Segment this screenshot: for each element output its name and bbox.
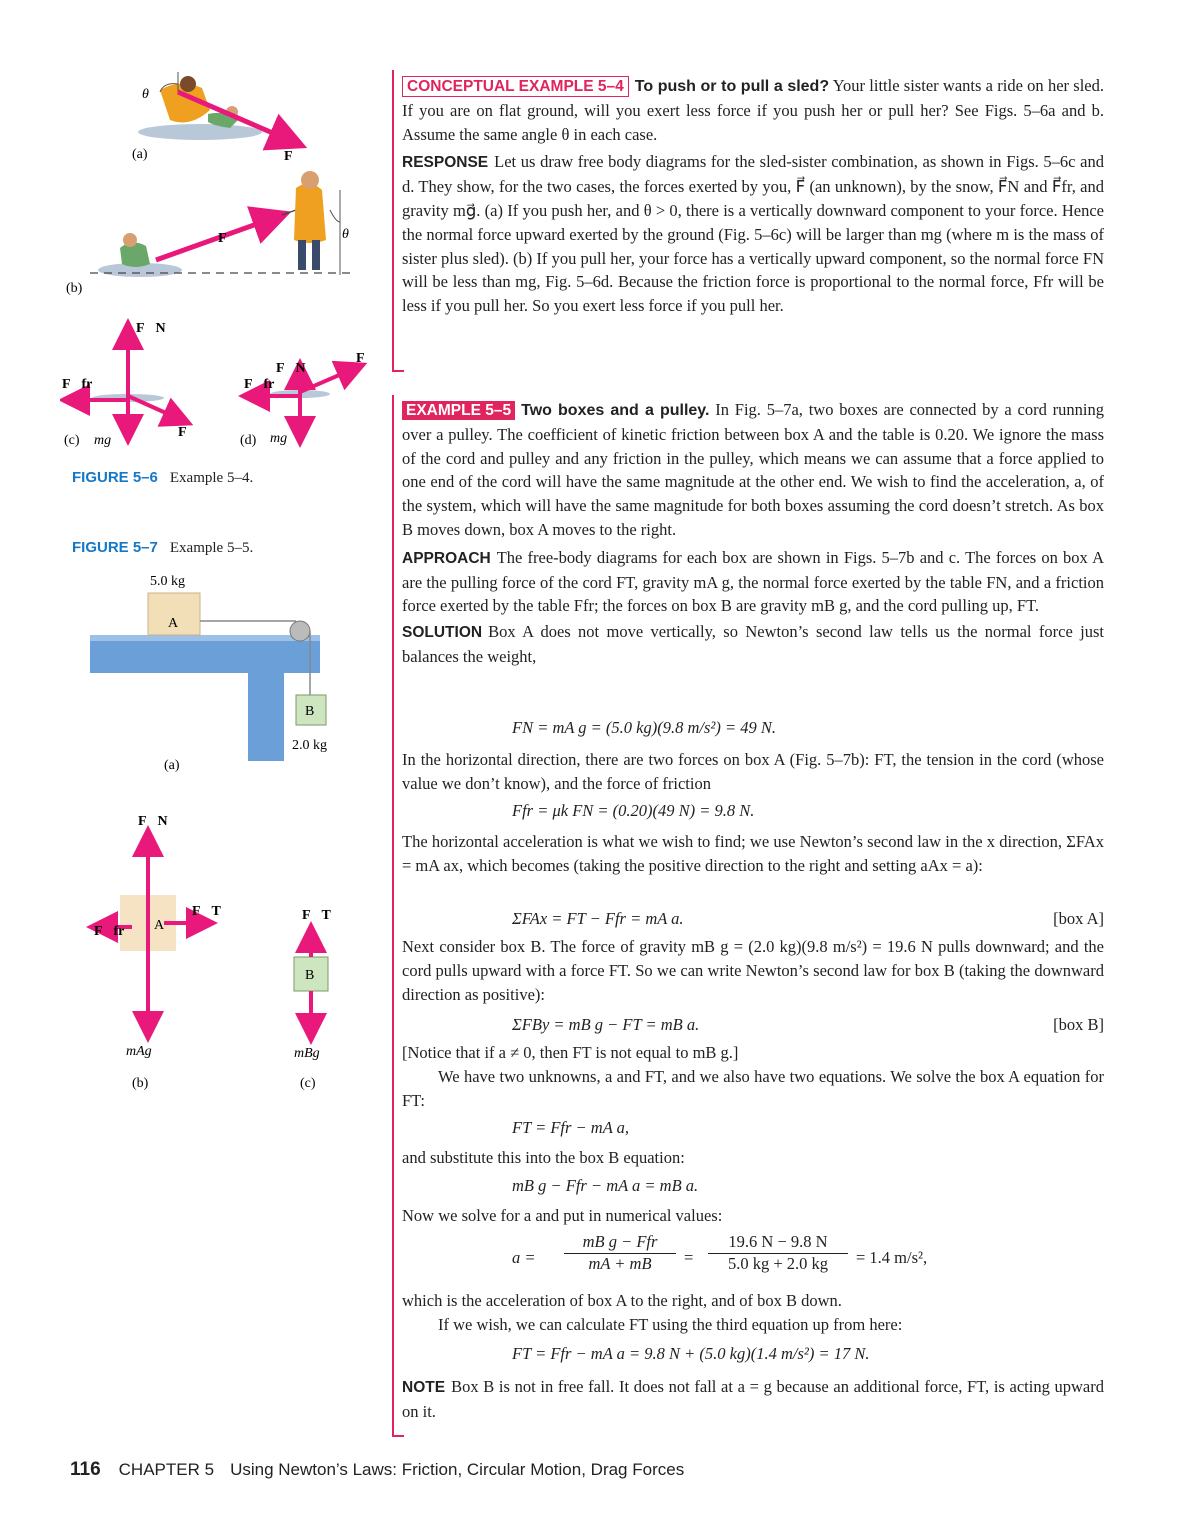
substitute-paragraph: and substitute this into the box B equation: [402,1148,685,1167]
fig6-label-d: (d) [240,433,257,448]
mass-b-label: 2.0 kg [292,738,327,753]
equation-acceleration: a = mB g − Ffr mA + mB = 19.6 N − 9.8 N 5.0 kg + 2.0 kg = 1.4 m/s², [512,1232,928,1273]
fig6-force-a: F⃗ [284,149,304,164]
example-5-4-response: RESPONSE Let us draw free body diagrams for the sled-sister combination, as shown in Figs. 5–6c and d. They show, for the two cases, the forces exerted by you, F⃗ (an unknown), by the snow, F⃗N and F⃗fr, and gravity mg⃗. (a) If you push her, and θ > 0, there is a vertically downward component to your force. Hence the normal force upward exerted by the ground (Fig. 5–6c) will be larger than mg (where m is the mass of sister plus sled). (b) If you pull her, your force has a vertically upward component, so the normal force FN will be less than mg, Fig. 5–6d. Because the friction force is proportional to the normal force, Ffr will be less if you pull her. So you exert less force if you pull her. [402,152,1104,316]
equation-normal-force: FN = mA g = (5.0 kg)(9.8 m/s²) = 49 N. [512,718,776,737]
notice-paragraph: [Notice that if a ≠ 0, then FT is not equal to mB g.] [402,1043,739,1062]
solve-paragraph: Now we solve for a and put in numerical values: [402,1206,723,1225]
example-5-4-title: To push or to pull a sled? [634,78,830,95]
note-paragraph: NOTE Box B is not in free fall. It does not fall at a = g because an additional force, FT, is acting upward on it. [402,1377,1104,1421]
fig6-force-b: F⃗ [218,231,238,246]
fbd-c-gravity: mg⃗ [94,433,122,448]
fig6-label-b: (b) [66,281,83,296]
page-number: 116 [70,1459,101,1480]
conceptual-example-tag: CONCEPTUAL EXAMPLE 5–4 [402,76,629,97]
solution-paragraph: SOLUTION Box A does not move vertically, so Newton’s second law tells us the normal force just balances the weight, [402,622,1104,666]
fig6-label-a: (a) [132,147,148,162]
pull-scene-illustration [90,171,350,277]
box-b-paragraph: Next consider box B. The force of gravity mB g = (2.0 kg)(9.8 m/s²) = 19.6 N pulls downward; and the cord pulls upward with a force FT. So we can write Newton’s second law for box B (taking the downward direction as positive): [402,937,1104,1004]
fig7-label-b: (b) [132,1076,149,1091]
fbd-a-normal: F⃗N [138,814,168,829]
unknowns-paragraph: We have two unknowns, a and FT, and we also have two equations. We solve the box A equation for FT: [402,1067,1104,1110]
fbd-c-normal: F⃗N [136,321,166,336]
fbd-c-force: F⃗ [178,425,198,440]
box-a-label: A [168,616,179,631]
figure-5-7-caption: FIGURE 5–7 Example 5–5. [72,539,254,556]
equation-tension: FT = Ffr − mA a, [512,1118,630,1137]
fig6-label-c: (c) [64,433,80,448]
fbd-d-normal: F⃗N [276,361,306,376]
fbd-a-friction: F⃗fr [94,924,125,939]
box-b-label: B [305,704,315,719]
table-pulley-illustration [90,593,326,761]
theta-label-a: θ [142,87,149,102]
example-5-5-intro: EXAMPLE 5–5 Two boxes and a pulley. In Fig. 5–7a, two boxes are connected by a cord running over a pulley. The coefficient of kinetic friction between box A and the table is 0.20. We ignore the mass of the cord and pulley and any friction in the pulley, which means we can assume that a force applied to one end of the cord will have the same magnitude at the other end. We wish to find the acceleration, a, of the system, which will have the same magnitude for both boxes assuming the cord doesn’t stretch. As box B moves down, box A moves to the right. [402,400,1104,539]
page-footer [70,1459,684,1481]
equation-box-a-tag: [box A] [1053,909,1104,928]
example-5-4 [402,74,1104,318]
solution-heading: SOLUTION [402,624,483,642]
fbd-b-gravity: mBg⃗ [294,1046,331,1061]
equation-friction: Ffr = μk FN = (0.20)(49 N) = 9.8 N. [512,801,755,820]
result-paragraph: which is the acceleration of box A to the right, and of box B down. [402,1291,842,1310]
fbd-b-tension: F⃗T [302,908,331,923]
fig7-label-a: (a) [164,758,180,773]
mass-a-label: 5.0 kg [150,574,185,589]
chapter-label: CHAPTER 5 [118,1460,215,1479]
fbd-b-box: B [305,968,315,983]
equation-box-b: ΣFBy = mB g − FT = mB a. [512,1015,700,1034]
fbd-a-box: A [154,918,165,933]
fbd-a-tension: F⃗T [192,904,221,919]
figure-5-6-caption: FIGURE 5–6 Example 5–4. [72,469,254,486]
calculate-paragraph: If we wish, we can calculate FT using the third equation up from here: [438,1315,903,1334]
equation-box-a: ΣFAx = FT − Ffr = mA a. [512,909,684,928]
equation-box-b-tag: [box B] [1053,1015,1104,1034]
chapter-title: Using Newton’s Laws: Friction, Circular Motion, Drag Forces [230,1460,685,1479]
figure-5-7 [60,565,390,1105]
fbd-box-b [294,929,328,1037]
equation-substituted: mB g − Ffr − mA a = mB a. [512,1176,699,1195]
approach-paragraph: APPROACH The free-body diagrams for each box are shown in Figs. 5–7b and c. The forces on box A are the pulling force of the cord FT, gravity mA g, the normal force exerted by the table FN, and a friction force exerted by the table Ffr; the forces on box B are gravity mB g, and the cord pulling up, FT. [402,547,1104,616]
fbd-d-gravity: mg⃗ [270,431,298,446]
theta-label-b: θ [342,227,349,242]
fbd-c-friction: F⃗fr [62,377,93,392]
fbd-d-friction: F⃗fr [244,377,275,392]
fbd-d-force: F⃗ [356,351,376,366]
equation-tension-value: FT = Ffr − mA a = 9.8 N + (5.0 kg)(1.4 m/s²) = 17 N. [512,1344,870,1363]
example-5-5-title: Two boxes and a pulley. [521,402,710,419]
example-5-5 [402,398,1104,669]
example-tag: EXAMPLE 5–5 [402,401,515,420]
note-heading: NOTE [402,1379,446,1396]
figure-5-6 [60,70,390,470]
response-heading: RESPONSE [402,154,489,172]
push-scene-illustration [138,72,298,144]
acceleration-paragraph: The horizontal acceleration is what we wish to find; we use Newton’s second law in the x direction, ΣFAx = mA ax, which becomes (taking the positive direction to the right and setting aAx = a): [402,832,1104,875]
approach-heading: APPROACH [402,549,491,567]
fig7-label-c: (c) [300,1076,316,1091]
horizontal-paragraph: In the horizontal direction, there are two forces on box A (Fig. 5–7b): FT, the tension in the cord (whose value we don’t know), and the force of friction [402,750,1104,793]
fbd-a-gravity: mAg⃗ [126,1044,163,1059]
example-5-4-intro: CONCEPTUAL EXAMPLE 5–4 To push or to pull a sled? Your little sister wants a ride on her sled. If you are on flat ground, will you exert less force if you push her or pull her? See Figs. 5–6a and b. Assume the same angle θ in each case. [402,76,1104,144]
